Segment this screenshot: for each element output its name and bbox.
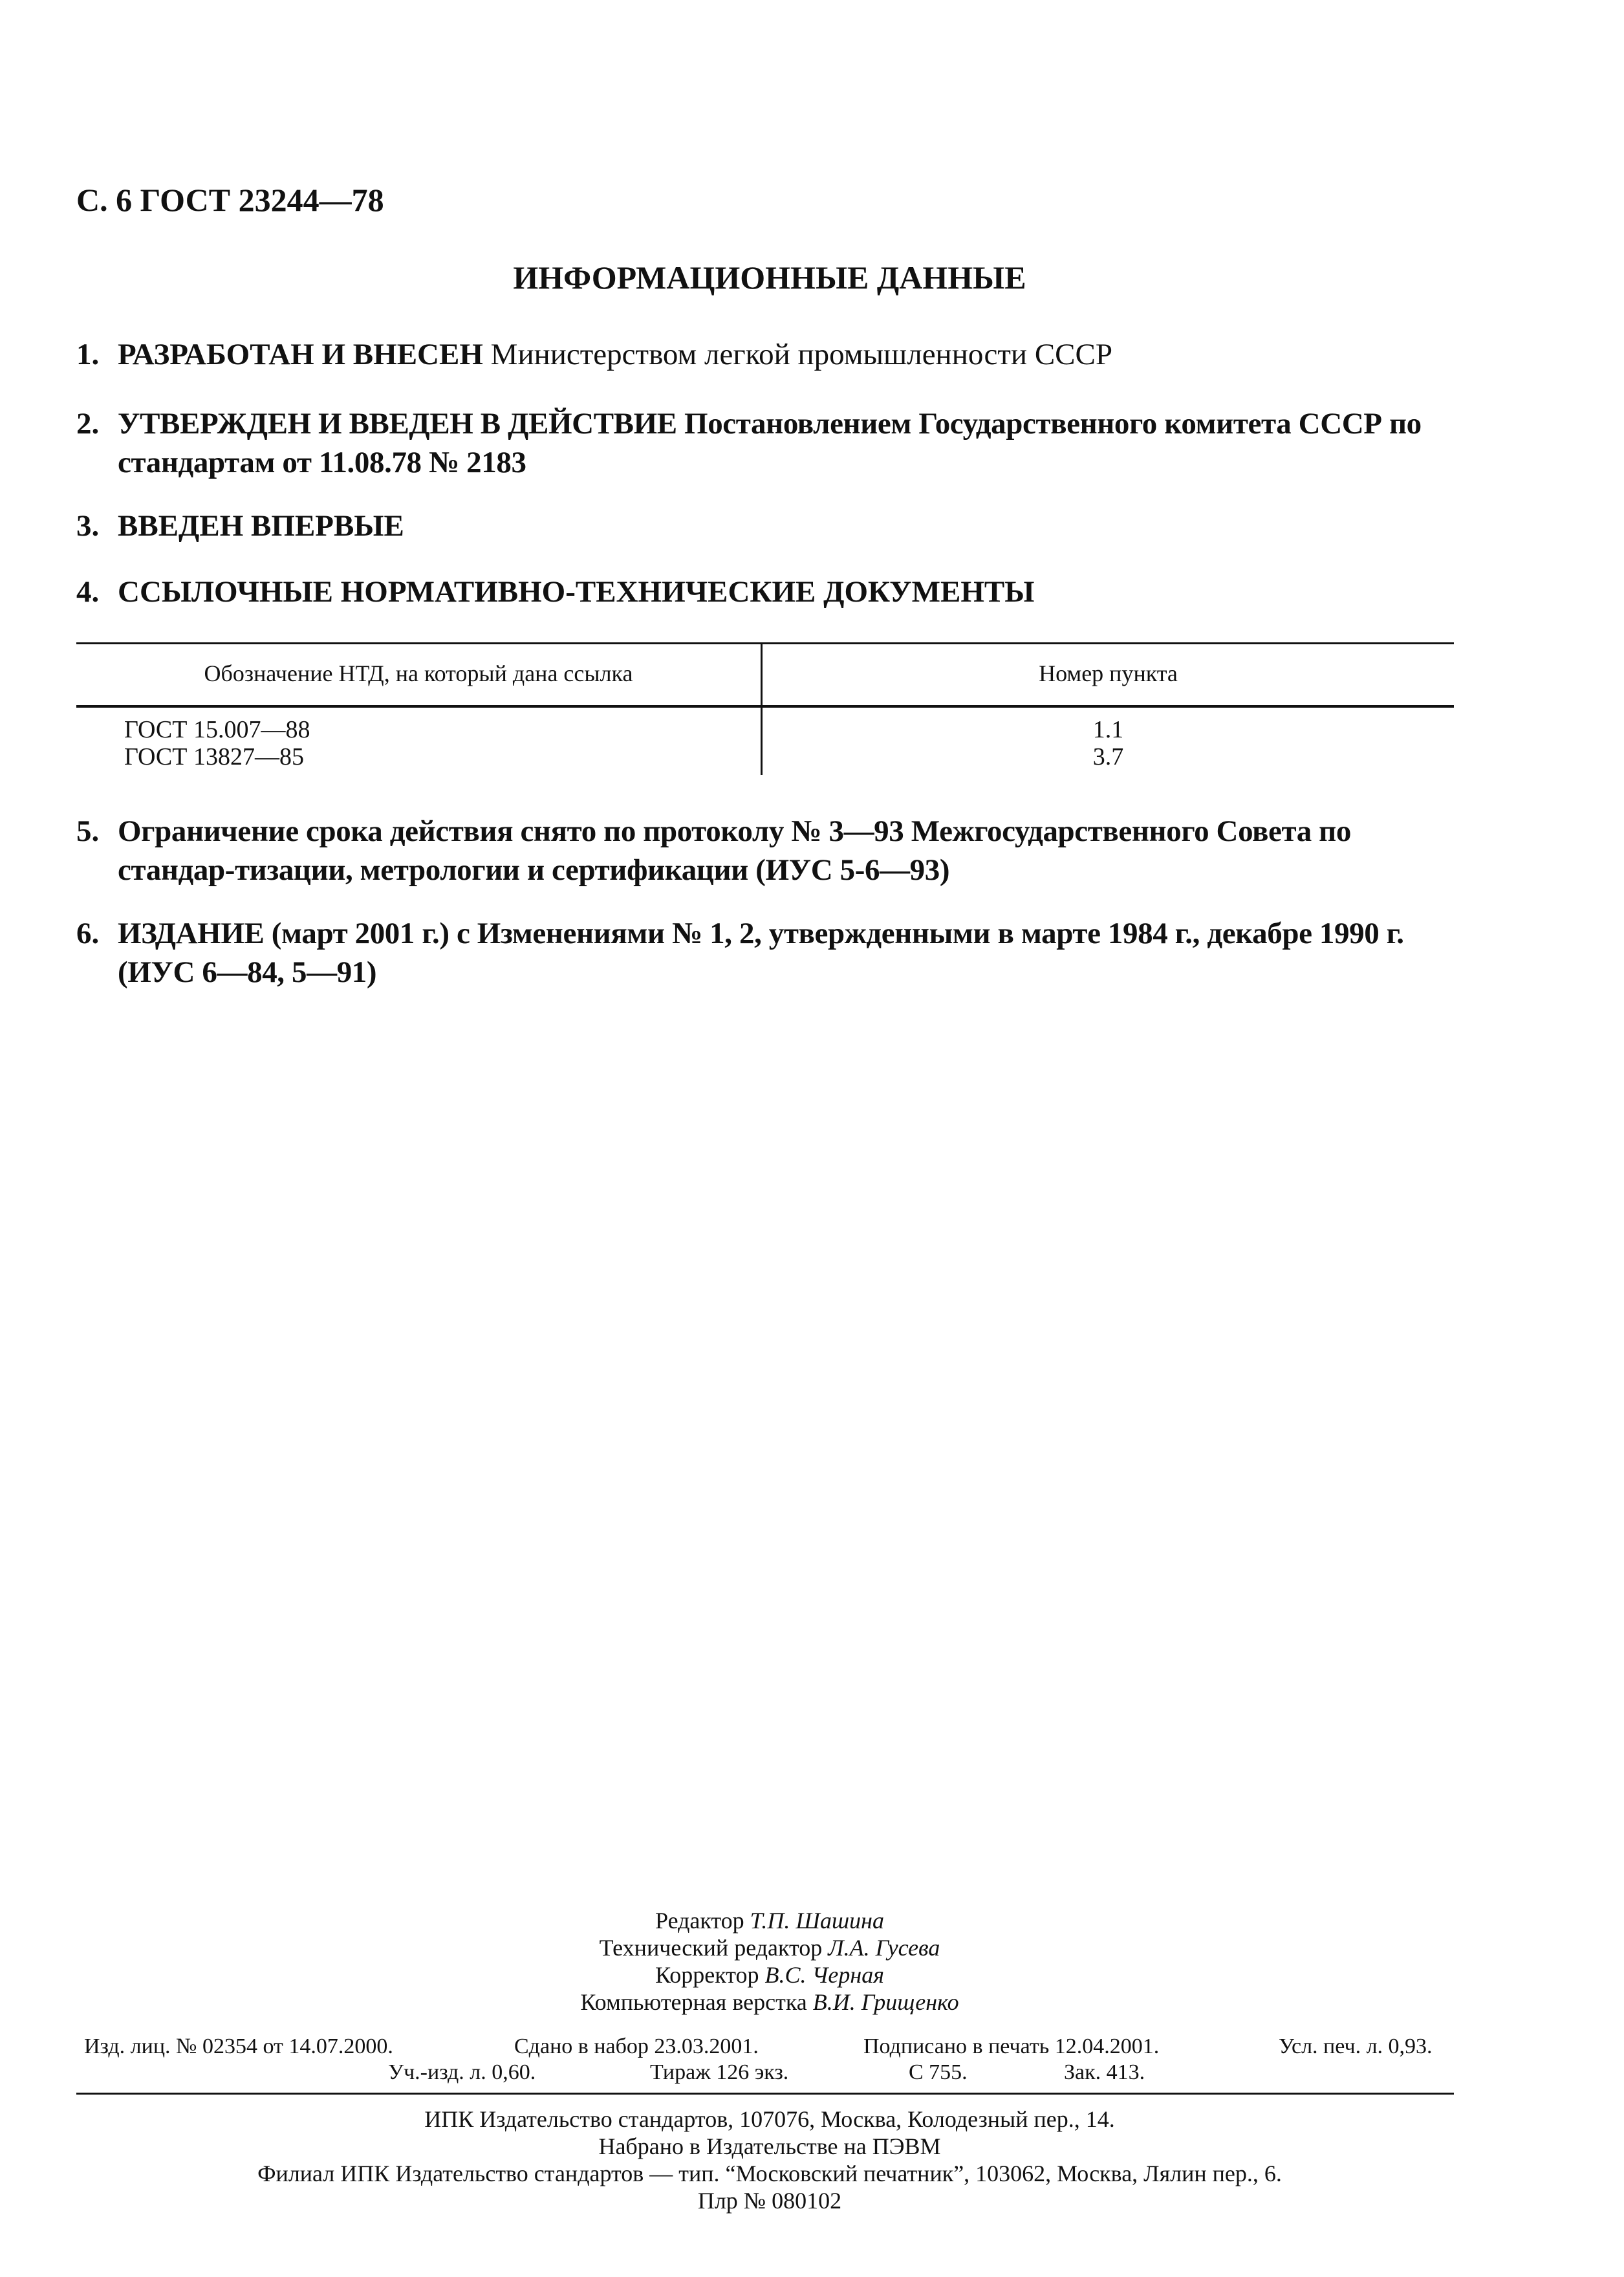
list-item-2 <box>76 404 1467 482</box>
credit-editor <box>0 1907 1539 1934</box>
item-heading: ССЫЛОЧНЫЕ НОРМАТИВНО-ТЕХНИЧЕСКИЕ ДОКУМЕНТЫ <box>118 575 1035 609</box>
imprint-rule <box>76 2093 1454 2095</box>
credit-role: Технический редактор <box>599 1935 823 1961</box>
item-text: Министерством легкой промышленности СССР <box>482 338 1113 371</box>
imprint-line: Набрано в Издательстве на ПЭВМ <box>598 2133 941 2159</box>
credit-tech-editor <box>0 1934 1539 1961</box>
pub-typeset: Сдано в набор 23.03.2001. <box>514 2034 759 2058</box>
item-heading: ВВЕДЕН ВПЕРВЫЕ <box>118 509 404 543</box>
table-cell-clause: 3.7 <box>1092 743 1124 770</box>
credit-layout <box>0 1988 1539 2016</box>
credit-role: Редактор <box>655 1908 744 1934</box>
list-item-5 <box>76 812 1467 889</box>
table-cell-doc: ГОСТ 15.007—88 <box>124 716 310 743</box>
table-cell-doc: ГОСТ 13827—85 <box>124 743 304 770</box>
table-top-rule <box>76 642 1454 644</box>
item-number: 4. <box>76 575 100 609</box>
pub-circulation: Тираж 126 экз. <box>650 2060 789 2084</box>
credit-role: Корректор <box>655 1962 759 1988</box>
imprint-line: Плр № 080102 <box>697 2188 842 2214</box>
credit-name: В.С. Черная <box>764 1962 884 1988</box>
item-heading: УТВЕРЖДЕН И ВВЕДЕН В ДЕЙСТВИЕ <box>118 407 677 441</box>
item-number: 3. <box>76 509 100 543</box>
credit-role: Компьютерная верстка <box>580 1989 807 2015</box>
imprint-line: ИПК Издательство стандартов, 107076, Москва, Колодезный пер., 14. <box>424 2106 1115 2132</box>
item-number: 5. <box>76 814 100 848</box>
item-heading: РАЗРАБОТАН И ВНЕСЕН <box>118 338 483 371</box>
pub-license: Изд. лиц. № 02354 от 14.07.2000. <box>84 2034 393 2058</box>
pub-print-sheets: Усл. печ. л. 0,93. <box>1279 2034 1433 2058</box>
credit-name: Л.А. Гусева <box>828 1935 940 1961</box>
list-item-1 <box>76 335 1467 374</box>
table-header-clause: Номер пункта <box>1039 660 1178 686</box>
pub-c-number: С 755. <box>909 2060 968 2084</box>
item-heading: ИЗДАНИЕ <box>118 917 265 950</box>
list-item-4 <box>76 572 1467 611</box>
table-header-rule <box>76 705 1454 708</box>
pub-signed: Подписано в печать 12.04.2001. <box>863 2034 1160 2058</box>
item-text: (март 2001 г.) с Изменениями № 1, 2, утвержденными в марте 1984 г., декабре 1990 г. (ИУС 6—84, 5—91) <box>118 917 1404 989</box>
list-item-6 <box>76 914 1467 992</box>
pub-publishing-sheets: Уч.-изд. л. 0,60. <box>388 2060 536 2084</box>
page-title: ИНФОРМАЦИОННЫЕ ДАННЫЕ <box>513 259 1026 296</box>
credit-name: Т.П. Шашина <box>750 1908 884 1934</box>
credit-corrector <box>0 1961 1539 1988</box>
credit-name: В.И. Грищенко <box>812 1989 959 2015</box>
table-header-doc: Обозначение НТД, на который дана ссылка <box>204 660 633 686</box>
page-header: С. 6 ГОСТ 23244—78 <box>76 182 384 218</box>
list-item-3 <box>76 507 1467 545</box>
item-number: 6. <box>76 917 100 950</box>
imprint-line: Филиал ИПК Издательство стандартов — тип. “Московский печатник”, 103062, Москва, Лялин пер., 6. <box>257 2161 1282 2186</box>
item-text: Постановлением Государственного комитета СССР по стандартам от 11.08.78 № 2183 <box>118 407 1422 479</box>
item-text: Ограничение срока действия снято по протоколу № 3—93 Межгосударственного Совета по стандар-тизации, метрологии и сертификации (ИУС 5-6—93) <box>118 814 1351 887</box>
item-number: 2. <box>76 407 100 441</box>
pub-order: Зак. 413. <box>1064 2060 1145 2084</box>
item-number: 1. <box>76 338 100 371</box>
table-cell-clause: 1.1 <box>1092 716 1124 743</box>
